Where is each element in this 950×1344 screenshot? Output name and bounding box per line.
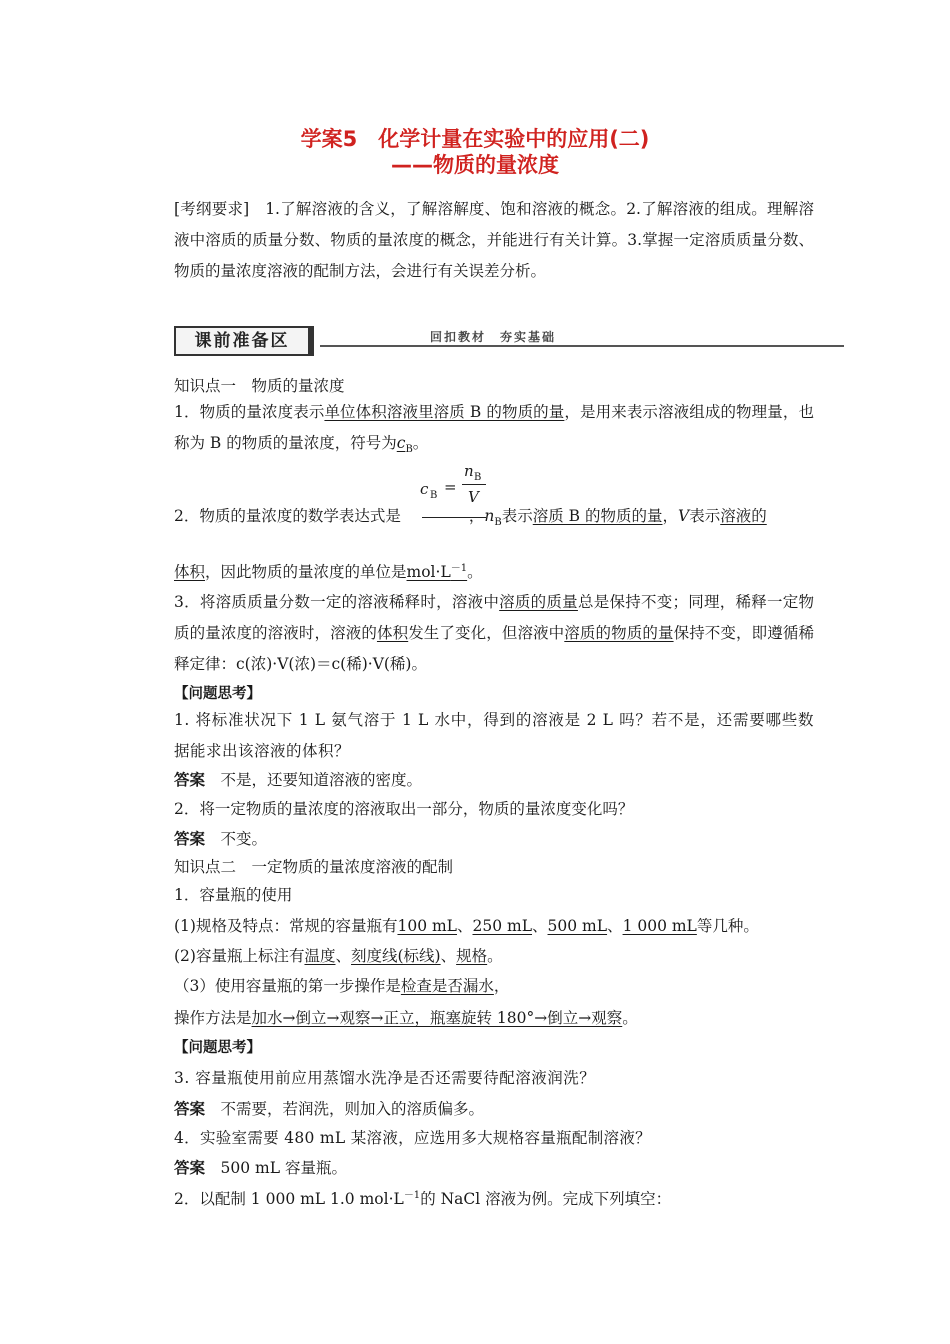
page-subtitle: ——物质的量浓度 [391,153,559,177]
requirements-paragraph [174,194,814,287]
question-1: 1. 将标准状况下 1 L 氨气溶于 1 L 水中，得到的溶液是 2 L 吗？若不是，还需要哪些数据能求出该溶液的体积？ [174,711,814,760]
formula-c-sub: B [430,490,438,501]
superscript: －1 [450,563,468,574]
formula-n-sub: B [474,472,482,483]
answer-underline: 加水→倒立→观察→正立，瓶塞旋转 180°→倒立→观察 [251,1009,623,1027]
kp1-item1 [174,397,814,465]
text: 表示 [501,507,533,525]
text: ， [468,507,485,525]
formula-v: V [468,488,479,506]
answer-1 [174,768,422,790]
kp1-item2-line2 [174,559,483,582]
kp2-first-step [174,974,509,996]
answer-label: 答案 [174,770,206,789]
answer-underline: 500 mL [547,917,608,935]
formula-n: n [464,462,474,480]
text: ， [493,977,510,995]
text: 、 [335,947,351,965]
kp1-item3 [174,587,814,680]
page-title: 学案5 化学计量在实验中的应用(二) [300,127,650,151]
text: 3．将溶质质量分数一定的溶液稀释时，溶液中 [174,593,500,611]
answer-underline: 体积 [376,624,409,642]
text: （3）使用容量瓶的第一步操作是 [174,977,401,995]
answer-underline: 规格 [456,947,488,965]
text: 。 [487,947,503,965]
answer-2 [174,827,267,849]
answer-text: 不需要，若润洗，则加入的溶质偏多。 [205,1100,485,1118]
answer-underline: 检查是否漏水 [400,977,494,995]
kp2-labels [174,944,503,966]
kp2-item2 [174,1186,671,1209]
answer-label: 答案 [174,829,206,848]
question-2: 2．将一定物质的量浓度的溶液取出一部分，物质的量浓度变化吗？ [174,800,634,818]
question-4: 4．实验室需要 480 mL 某溶液，应选用多大规格容量瓶配制溶液？ [174,1129,651,1147]
answer-underline: 体积 [174,563,206,582]
section-banner [174,326,844,356]
answer-label: 答案 [174,1158,206,1177]
answer-underline: 温度 [304,947,336,965]
answer-underline: 溶质的物质的量 [564,624,674,642]
answer-underline: 250 mL [472,917,533,935]
unit: mol·L [406,563,451,582]
answer-underline: 溶液的 [720,507,767,525]
answer-underline: 单位体积溶液里溶质 B 的物质的量 [324,403,565,421]
text: 、 [532,917,548,935]
fraction-bar [462,484,486,485]
kp2-heading: 知识点二 一定物质的量浓度溶液的配制 [174,858,454,876]
kp2-method [174,1006,638,1028]
text: 。 [622,1009,638,1027]
text: 表示 [689,507,721,525]
formula-c: c [420,480,429,498]
symbol: V [678,507,690,525]
text: 2． [174,1190,200,1209]
answer-underline: 1 000 mL [622,917,697,935]
text: 保持不变，即遵循稀释定律：c(浓)·V(浓)＝c(稀)·V(稀)。 [174,624,814,673]
text: 1．物质的量浓度表示 [174,403,325,421]
answer-underline: 溶质的质量 [499,593,578,611]
answer-text: 不是，还要知道溶液的密度。 [205,771,423,789]
text: ，因此物质的量浓度的单位是 [205,563,407,582]
question-heading-2: 【问题思考】 [174,1040,261,1056]
requirements-label: [考纲要求] [174,200,250,218]
text: 操作方法是 [174,1009,252,1027]
answer-underline: 溶质 B 的物质的量 [532,507,663,525]
banner-rule [320,345,844,347]
text: 总是保持不变；同理，稀释一定物质的量浓度的溶液时，溶液的 [174,593,814,642]
answer-text: 不变。 [205,830,268,848]
text: 等几种。 [696,917,759,935]
text: ，是用来表示溶液组成的物理量，也称为 B 的物质的量浓度，符号为 [174,403,814,452]
formula-equals: = [444,478,457,496]
kp2-spec [174,914,759,936]
question-3: 3. 容量瓶使用前应用蒸馏水洗净是否还需要待配溶液润洗？ [174,1069,596,1087]
kp2-item1: 1．容量瓶的使用 [174,886,293,904]
text: 发生了变化，但溶液中 [408,624,565,642]
text: ， [662,507,679,525]
answer-4 [174,1156,347,1178]
superscript: －1 [403,1190,421,1201]
answer-underline: 100 mL [397,917,457,935]
requirements-text: 1.了解溶液的含义，了解溶解度、饱和溶液的概念。2.了解溶液的组成。理解溶液中溶质的质量分数、物质的量浓度的概念，并能进行有关计算。3.掌握一定溶质质量分数、物质的量浓度溶液的配制方法，会进行有关误差分析。 [174,200,814,280]
answer-underline: 刻度线(标线) [351,947,441,965]
text: 。 [467,563,483,582]
text: 的 NaCl 溶液为例。完成下列填空： [420,1190,672,1209]
symbol: c [396,434,406,452]
question-heading-1: 【问题思考】 [174,686,261,702]
kp1-item2-line1 [174,504,767,528]
text: (2)容量瓶上标注有 [174,947,305,965]
text: 2．物质的量浓度的数学表达式是 [174,507,401,525]
subscript: B [405,444,413,456]
answer-label: 答案 [174,1099,206,1118]
text: 、 [440,947,457,965]
text: 以配制 1 000 mL 1.0 mol·L [199,1190,404,1209]
symbol: n [484,507,495,525]
answer-text: 500 mL 容量瓶。 [205,1159,347,1177]
text: 、 [456,917,473,935]
banner-subtitle: 回扣教材 夯实基础 [430,330,557,344]
text: 。 [412,434,429,452]
subscript: B [494,517,502,529]
answer-3 [174,1097,484,1119]
text: 、 [607,917,623,935]
kp1-heading: 知识点一 物质的量浓度 [174,377,345,395]
banner-title: 课前准备区 [174,326,314,356]
text: (1)规格及特点：常规的容量瓶有 [174,917,398,935]
